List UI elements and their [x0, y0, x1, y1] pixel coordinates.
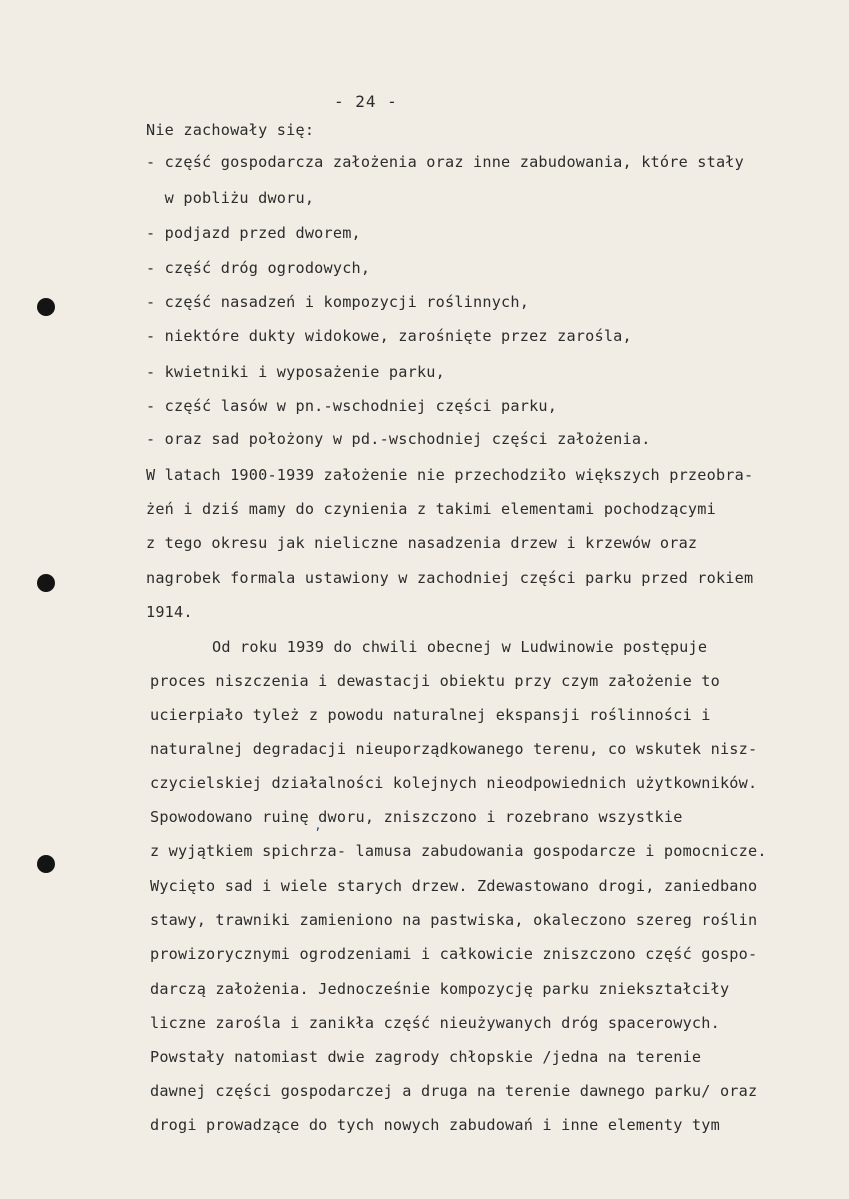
paragraph-line: ucierpiało tyleż z powodu naturalnej ekspansji roślinności i — [150, 706, 711, 724]
paragraph-line: 1914. — [146, 603, 193, 621]
list-item: - oraz sad położony w pd.-wschodniej części założenia. — [146, 430, 651, 448]
paragraph-line: Powstały natomiast dwie zagrody chłopskie /jedna na terenie — [150, 1048, 702, 1066]
paragraph-line: naturalnej degradacji nieuporządkowanego terenu, co wskutek nisz- — [150, 740, 758, 758]
paragraph-line: Spowodowano ruinę dworu, zniszczono i rozebrano wszystkie — [150, 808, 683, 826]
paragraph-line: czycielskiej działalności kolejnych nieodpowiednich użytkowników. — [150, 774, 758, 792]
paragraph-line: z tego okresu jak nieliczne nasadzenia drzew i krzewów oraz — [146, 534, 698, 552]
punch-hole — [37, 574, 55, 592]
paragraph-line: drogi prowadzące do tych nowych zabudowań i inne elementy tym — [150, 1116, 720, 1134]
list-item: - podjazd przed dworem, — [146, 224, 361, 242]
list-item: - część gospodarcza założenia oraz inne zabudowania, które stały — [146, 153, 744, 171]
paragraph-line: dawnej części gospodarczej a druga na terenie dawnego parku/ oraz — [150, 1082, 758, 1100]
paragraph-line: prowizorycznymi ogrodzeniami i całkowicie zniszczono część gospo- — [150, 945, 758, 963]
paragraph-line: proces niszczenia i dewastacji obiektu przy czym założenie to — [150, 672, 720, 690]
paragraph-line: nagrobek formala ustawiony w zachodniej części parku przed rokiem — [146, 569, 754, 587]
list-item: w pobliżu dworu, — [146, 189, 315, 207]
paragraph-line: liczne zarośla i zanikła część nieużywanych dróg spacerowych. — [150, 1014, 720, 1032]
paragraph-line: z wyjątkiem spichrza- lamusa zabudowania gospodarcze i pomocnicze. — [150, 842, 767, 860]
list-item: - część dróg ogrodowych, — [146, 259, 371, 277]
paragraph-line: stawy, trawniki zamieniono na pastwiska, okaleczono szereg roślin — [150, 911, 758, 929]
paragraph-line: Od roku 1939 do chwili obecnej w Ludwinowie postępuje — [212, 638, 708, 656]
paragraph-line: Wycięto sad i wiele starych drzew. Zdewastowano drogi, zaniedbano — [150, 877, 758, 895]
section-heading: Nie zachowały się: — [146, 121, 315, 139]
list-item: - część lasów w pn.-wschodniej części parku, — [146, 397, 558, 415]
page-number: - 24 - — [334, 92, 398, 111]
list-item: - niektóre dukty widokowe, zarośnięte przez zarośla, — [146, 327, 632, 345]
punch-hole — [37, 298, 55, 316]
list-item: - kwietniki i wyposażenie parku, — [146, 363, 445, 381]
paragraph-line: żeń i dziś mamy do czynienia z takimi elementami pochodzącymi — [146, 500, 716, 518]
punch-hole — [37, 855, 55, 873]
handwritten-correction-mark: ʼ — [314, 826, 322, 840]
paragraph-line: W latach 1900-1939 założenie nie przechodziło większych przeobra- — [146, 466, 754, 484]
paragraph-line: darczą założenia. Jednocześnie kompozycję parku zniekształciły — [150, 980, 730, 998]
list-item: - część nasadzeń i kompozycji roślinnych, — [146, 293, 530, 311]
